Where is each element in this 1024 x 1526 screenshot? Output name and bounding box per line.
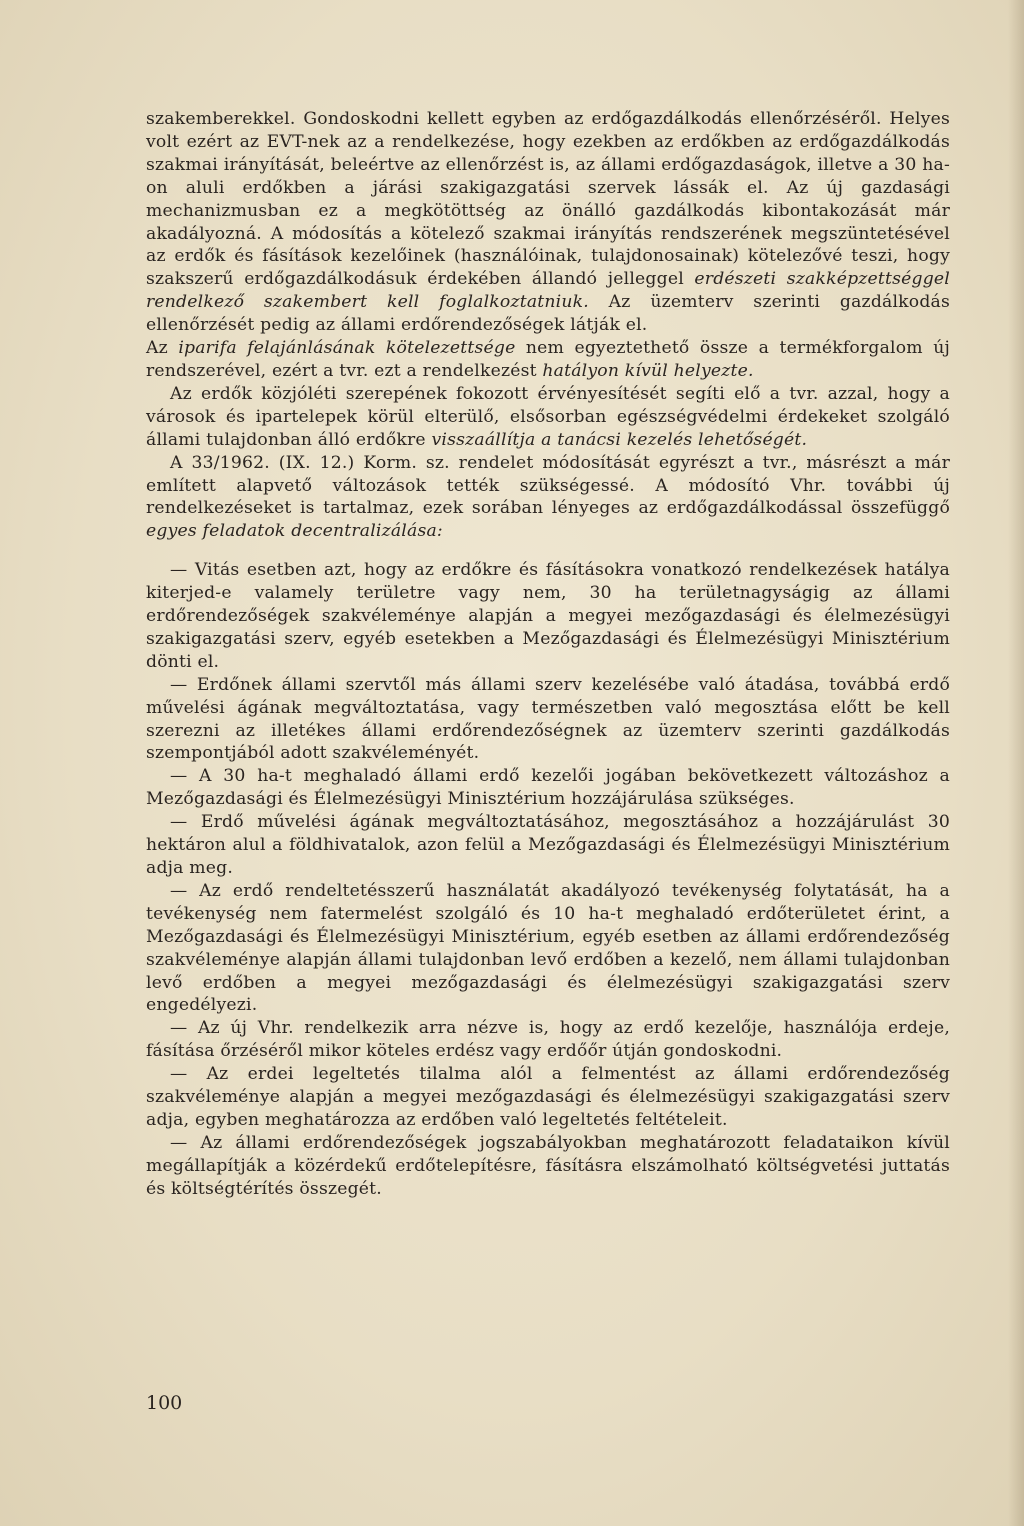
text-run: — Az állami erdőrendezőségek jogszabályokban meghatározott feladataikon kívül megállapítják a közérdekű erdőtelepítésre, fásításra elszámolható költségvetési juttatás és költségtérítés összegét. — [146, 1132, 950, 1199]
bullet-paragraph — [146, 811, 950, 880]
text-run: — Az erdei legeltetés tilalma alól a felmentést az állami erdőrendezőség szakvéleménye alapján a megyei mezőgazdasági és élelmezésügyi szakigazgatási szerv adja, egyben meghatározza az erdőben való legeltetés feltételeit. — [146, 1064, 950, 1130]
page-number: 100 — [146, 1392, 183, 1414]
paragraph — [146, 337, 950, 383]
paragraph — [146, 452, 950, 544]
text-run: Az erdők közjóléti szerepének fokozott érvényesítését segíti elő a tvr. azzal, hogy a városok és ipartelepek körül elterülő, elsősorban egészségvédelmi érdekeket szolgáló állami tulajdonban álló erdőkre — [146, 383, 950, 450]
bullet-paragraph — [146, 559, 950, 674]
text-run: — Vitás esetben azt, hogy az erdőkre és fásításokra vonatkozó rendelkezések hatálya kiterjed-e valamely területre vagy nem, 30 ha területnagyságig az állami erdőrendezőségek szakvéleménye alapján a megyei mezőgazdasági és élelmezésügyi szakigazgatási szerv, egyéb esetekben a Mezőgazdasági és Élelmezésügyi Minisztérium dönti el. — [146, 560, 950, 672]
italic-run: erdészeti szakképzettséggel rendelkező szakembert kell foglalkoztatniuk. — [146, 269, 950, 313]
text-run: szakemberekkel. Gondoskodni kellett egyben az erdőgazdálkodás ellenőrzéséről. Helyes volt ezért az EVT-nek az a rendelkezése, hogy ezekben az erdőkben az erdőgazdálkodás szakmai irányítását, beleértve az ellenőrzést is, az állami erdőgazdaságok, illetve a 30 ha-on aluli erdőkben a járási szakigazgatási szervek lássák el. Az új gazdasági mechanizmusban ez a megkötöttség az önálló gazdálkodás kibontakozását már akadályozná. A módosítás a kötelező szakmai irányítás rendszerének megszüntetésével az erdők és fásítások kezelőinek (használóinak, tulajdonosainak) kötelezővé teszi, hogy szakszerű erdőgazdálkodásuk érdekében állandó jelleggel — [146, 109, 950, 290]
bullet-paragraph — [146, 1063, 950, 1132]
italic-run: hatályon kívül helyezte. — [542, 360, 754, 381]
page-edge-shadow — [1008, 0, 1024, 1526]
paragraph — [146, 108, 950, 337]
text-run: — A 30 ha-t meghaladó állami erdő kezelői jogában bekövetkezett változáshoz a Mezőgazdasági és Élelmezésügyi Minisztérium hozzájárulása szükséges. — [146, 766, 950, 810]
text-run: nem egyeztethető össze a termékforgalom új rendszerével, ezért a tvr. ezt a rendelkezést — [146, 338, 950, 381]
text-run: — Az erdő rendeltetésszerű használatát akadályozó tevékenység folytatását, ha a tevékenység nem fatermelést szolgáló és 10 ha-t meghaladó erdőterületet érint, a Mezőgazdasági és Élelmezésügyi Minisztérium, egyéb esetben az állami erdőrendezőség szakvéleménye alapján állami tulajdonban levő erdőben a kezelő, nem állami tulajdonban levő erdőben a megyei mezőgazdasági és élelmezésügyi szakigazgatási szerv engedélyezi. — [146, 880, 950, 1016]
paragraph — [146, 383, 950, 452]
text-run: — Erdőnek állami szervtől más állami szerv kezelésébe való átadása, továbbá erdő művelési ágának megváltoztatása, vagy természetben való megosztása előtt be kell szerezni az illetékes állami erdőrendezőségnek az üzemterv szerinti gazdálkodás szempontjából adott szakvéleményét. — [146, 674, 950, 764]
bullet-paragraph — [146, 1132, 950, 1201]
text-run: — Az új Vhr. rendelkezik arra nézve is, hogy az erdő kezelője, használója erdeje, fásítása őrzéséről mikor köteles erdész vagy erdőőr útján gondoskodni. — [146, 1018, 950, 1062]
bullet-paragraph — [146, 880, 950, 1017]
text-run: Az üzemterv szerinti gazdálkodás ellenőrzését pedig az állami erdőrendezőségek látják el. — [146, 292, 950, 336]
text-run: Az — [146, 338, 179, 359]
bullet-paragraph — [146, 674, 950, 766]
italic-run: visszaállítja a tanácsi kezelés lehetőségét. — [431, 429, 808, 450]
bullet-paragraph — [146, 765, 950, 811]
italic-run: iparifa felajánlásának kötelezettsége — [178, 338, 516, 359]
body-text — [146, 108, 950, 1201]
text-run: — Erdő művelési ágának megváltoztatásához, megosztásához a hozzájárulást 30 hektáron alul a földhivatalok, azon felül a Mezőgazdasági és Élelmezésügyi Minisztérium adja meg. — [146, 812, 950, 878]
text-run: A 33/1962. (IX. 12.) Korm. sz. rendelet módosítását egyrészt a tvr., másrészt a már említett alapvető változások tették szükségessé. A módosító Vhr. további új rendelkezéseket is tartalmaz, ezek sorában lényeges az erdőgazdálkodással összefüggő — [146, 452, 950, 519]
italic-run: egyes feladatok decentralizálása: — [146, 521, 443, 542]
bullet-paragraph — [146, 1017, 950, 1063]
